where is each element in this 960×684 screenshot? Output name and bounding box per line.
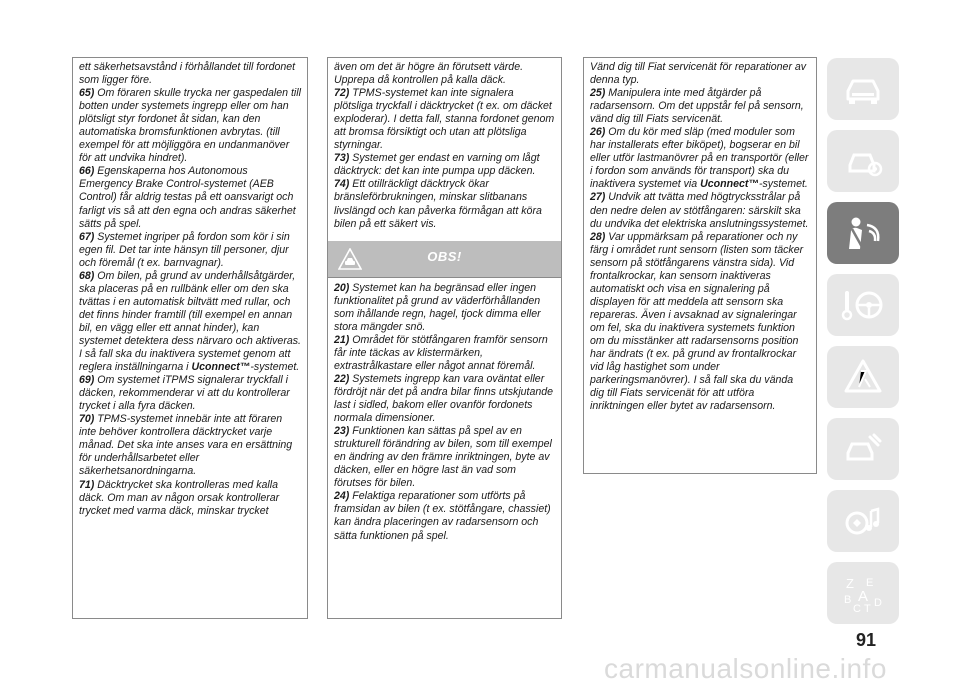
multimedia-icon	[840, 501, 886, 541]
note-25: 25) Manipulera inte med åtgärder på radarsensorn. Om det uppstår fel på sensorn, vänd dig till Fiats servicenät.	[590, 87, 804, 126]
note-number: 28)	[590, 230, 606, 243]
note-22: 22) Systemets ingrepp kan vara oväntat eller fördröjt när det på andra bilar finns utskjutande last i sidled, bakom eller ovanför fordonets normala dimensioner.	[334, 372, 554, 425]
seatbelt-airbag-icon	[840, 213, 886, 253]
note-28: 28) Var uppmärksam på reparationer och ny färg i området runt sensorn (listen som täcker sensorn på stötfångarens vänstra sida). Vid frontalkrockar, kan sensorn inaktiveras automatiskt och visa en signalering på displayen för att meddela att sensorn ska repareras. Även i avsaknad av signaleringar om fel, ska du inaktivera systemets funktion om du misstänker att radarsensorns position har ändrats (t ex. på grund av frontalkrockar vid låg hastighet som under parkeringsmanövrer). I så fall ska du vända dig till Fiats servicenät för att utföra inriktningen eller bytet av radarsensorn.	[590, 230, 804, 413]
paragraph: Vänd dig till Fiat servicenät för reparationer av denna typ.	[590, 61, 807, 87]
note-number: 65)	[79, 87, 95, 100]
svg-text:C: C	[853, 603, 861, 613]
note-66: 66) Egenskaperna hos Autonomous Emergency Brake Control-systemet (AEB Control) får aldrig testas på ett oansvarigt och farligt vis så att den egna och andras säkerhet sätts på spel.	[79, 165, 296, 230]
note-24: 24) Felaktiga reparationer som utförts på framsidan av bilen (t ex. stötfångare, chassiet) kan ändra placeringen av radarsensorn och sätta funktionen på spel.	[334, 490, 551, 542]
paragraph: ett säkerhetsavstånd i förhållandet till fordonet som ligger före.	[79, 61, 296, 87]
note-68: 68) Om bilen, på grund av underhållsåtgärder, ska placeras på en rullbänk eller om den ska tvättas i en automatisk biltvätt med rullar, och det finns hinder framtill (till exempel en annan bil, en vägg eller ett annat hinder), kan systemet detektera dess närvaro och aktiveras. I så fall ska du inaktivera systemet genom att reglera inställningarna i Uconnect™-systemet.	[79, 269, 301, 374]
note-74: 74) Ett otillräckligt däcktryck ökar bränsleförbrukningen, minskar slitbanans livslängd och kan påverka förmågan att köra bilen på ett säkert vis.	[334, 178, 542, 230]
note-number: 67)	[79, 230, 95, 243]
tab-safety[interactable]	[827, 202, 899, 264]
note-number: 68)	[79, 269, 95, 282]
svg-text:carmanualsonline.info: carmanualsonline.info	[604, 654, 887, 684]
uconnect-term: Uconnect™	[191, 361, 251, 374]
uconnect-term: Uconnect™	[700, 178, 759, 191]
note-number: 69)	[79, 374, 95, 387]
warnings-continued	[334, 61, 555, 231]
note-number: 66)	[79, 165, 95, 178]
alphabetical-index-icon	[840, 573, 886, 613]
note-number: 22)	[334, 372, 350, 385]
watermark-logo	[604, 654, 944, 684]
note-71: 71) Däcktrycket ska kontrolleras med kalla däck. Om man av någon orsak kontrollerar trycket med varma däck, minskar trycket	[79, 478, 280, 517]
note-21: 21) Området för stötfångaren framför sensorn får inte täckas av klistermärken, extrastrålkastare eller något annat föremål.	[334, 333, 548, 372]
tab-servicing[interactable]	[827, 418, 899, 480]
tab-car-dashboard[interactable]	[827, 58, 899, 120]
svg-text:D: D	[874, 597, 882, 609]
key-steering-wheel-icon	[840, 285, 886, 325]
paragraph: även om det är högre än förutsett värde. Upprepa då kontrollen på kalla däck.	[334, 61, 524, 87]
car-repair-icon	[840, 429, 886, 469]
text-column-3	[583, 57, 817, 474]
note-72: 72) TPMS-systemet kan inte signalera plötsliga tryckfall i däcktrycket (t ex. om däcket exploderar). I detta fall, stanna fordonet genom att bromsa försiktigt och utan att plötsliga styrningar.	[334, 87, 555, 152]
note-27: 27) Undvik att tvätta med högtrycksstrålar på den nedre delen av stötfångaren: särskilt ska du undvika det elektriska anslutningssystemet.	[590, 191, 809, 230]
svg-text:A: A	[858, 588, 869, 605]
hazard-road-icon	[840, 357, 886, 397]
note-number: 70)	[79, 413, 95, 426]
tab-car-interior[interactable]	[827, 130, 899, 192]
note-number: 20)	[334, 281, 350, 294]
text-column-2	[327, 57, 562, 619]
obs-title: OBS!	[427, 248, 462, 264]
svg-text:B: B	[844, 594, 852, 606]
note-23: 23) Funktionen kan sättas på spel av en strukturell förändring av bilen, som till exempel en ändring av den främre inriktningen, byte av däcken, eller en högre last än vad som förutses för bilen.	[334, 425, 552, 490]
note-number: 26)	[590, 126, 606, 139]
svg-text:E: E	[866, 577, 874, 589]
notes-section	[328, 277, 561, 543]
note-70: 70) TPMS-systemet innebär inte att föraren inte behöver kontrollera däcktrycket varje månad. Det ska inte anses vara en ersättning för underhållsarbetet eller säkerhetsanordningarna.	[79, 413, 293, 478]
page-number: 91	[856, 630, 877, 650]
note-number: 27)	[590, 191, 606, 204]
note-69: 69) Om systemet iTPMS signalerar tryckfall i däcken, rekommenderar vi att du kontrollerar trycket i alla fyra däcken.	[79, 374, 290, 413]
note-number: 23)	[334, 425, 350, 438]
note-number: 72)	[334, 87, 350, 100]
tab-index[interactable]	[827, 562, 899, 624]
svg-text:T: T	[864, 603, 871, 613]
tab-emergency[interactable]	[827, 346, 899, 408]
note-number: 24)	[334, 490, 350, 503]
obs-banner	[328, 241, 561, 277]
note-20: 20) Systemet kan ha begränsad eller ingen funktionalitet på grund av väderförhållanden som ihållande regn, hagel, tjock dimma eller stora mängder snö.	[334, 281, 541, 333]
note-number: 25)	[590, 87, 606, 100]
note-67: 67) Systemet ingriper på fordon som kör i sin egen fil. Det tar inte hänsyn till personer, djur och föremål (t ex. barnvagnar).	[79, 230, 290, 269]
note-number: 74)	[334, 178, 350, 191]
svg-text:Z: Z	[846, 576, 854, 591]
car-dashboard-icon	[840, 69, 886, 109]
note-73: 73) Systemet ger endast en varning om lågt däcktryck: det kan inte pumpa upp däcken.	[334, 152, 540, 178]
note-26: 26) Om du kör med släp (med moduler som har installerats efter biköpet), bogserar en bil eller utför lastmanövrer på en transportör (eller i fordon som används för transport) ska du inaktivera systemet via Uconnect™-systemet.	[590, 126, 809, 191]
note-number: 21)	[334, 333, 350, 346]
tab-starting-driving[interactable]	[827, 274, 899, 336]
chapter-tabs	[827, 58, 899, 634]
car-interior-icon	[840, 141, 886, 181]
note-number: 71)	[79, 478, 95, 491]
note-65: 65) Om föraren skulle trycka ner gaspedalen till botten under systemets ingrepp eller om han plötsligt styr fordonet åt sidan, kan den automatiska bromsfunktionen avbrytas. (till exempel för att möjliggöra en undanmanöver för att undvika hindret).	[79, 87, 301, 165]
note-number: 73)	[334, 152, 350, 165]
tab-multimedia[interactable]	[827, 490, 899, 552]
text-column-1	[72, 57, 308, 619]
